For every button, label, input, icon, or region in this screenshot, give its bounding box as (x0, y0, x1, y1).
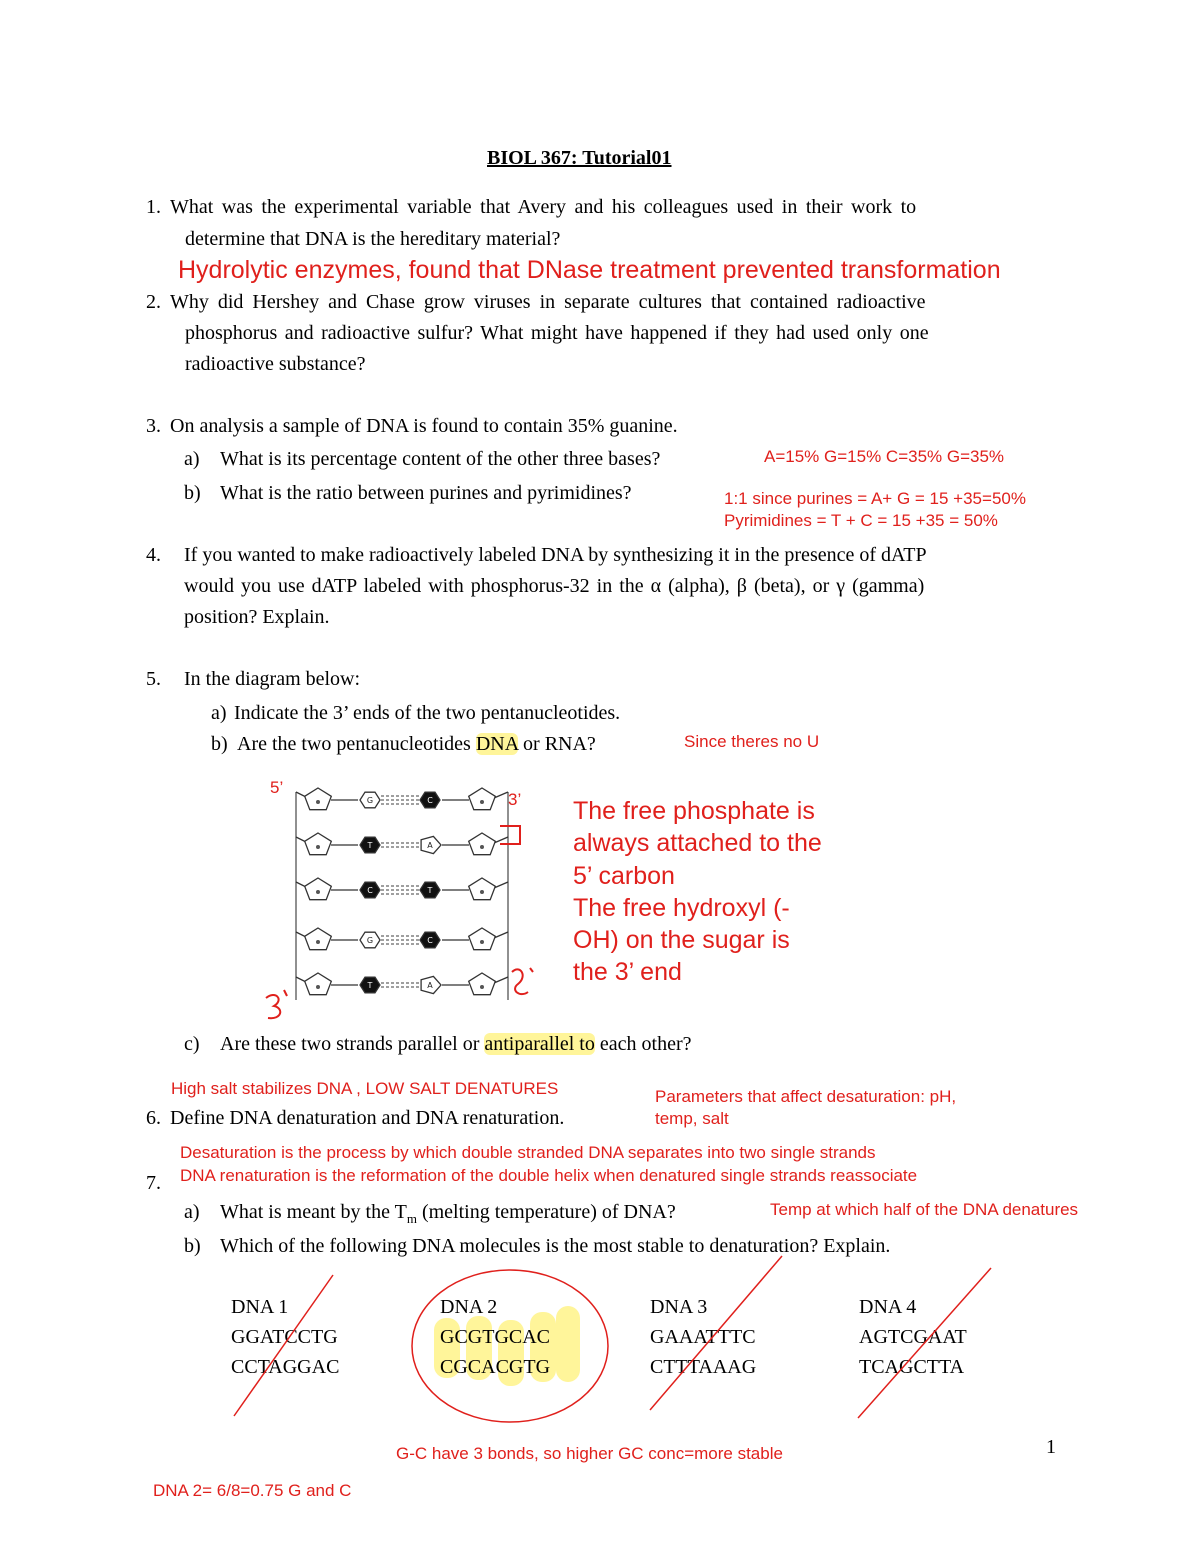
label-5-prime-top: 5’ (270, 778, 284, 797)
q2-line2: phosphorus and radioactive sulfur? What might have happened if they had used only one (185, 322, 929, 344)
q6-number: 6. (146, 1107, 161, 1129)
q5b-post: or RNA? (518, 733, 596, 755)
diagram-note-line: 5’ carbon (573, 861, 675, 890)
dna-strand-1: AGTCGAAT (859, 1326, 967, 1348)
q1-line2: determine that DNA is the hereditary material? (185, 228, 561, 250)
q3-number: 3. (146, 415, 161, 437)
q3b-answer-line2: Pyrimidines = T + C = 15 +35 = 50% (724, 511, 998, 530)
cross-out-dna4 (858, 1268, 991, 1418)
diagram-note-line: always attached to the (573, 829, 822, 858)
cross-out-dna1 (234, 1275, 333, 1416)
q5a-text: Indicate the 3’ ends of the two pentanucleotides. (234, 702, 621, 724)
q1-answer: Hydrolytic enzymes, found that DNase treatment prevented transformation (178, 256, 1001, 284)
q4-line3: position? Explain. (184, 606, 330, 628)
dna-strand-1: GGATCCTG (231, 1326, 338, 1348)
q3b-label: b) (184, 482, 201, 504)
q1-number: 1. (146, 196, 161, 218)
q7a-label: a) (184, 1201, 200, 1223)
diagram-note-line: The free phosphate is (573, 797, 815, 825)
q4-number: 4. (146, 544, 161, 566)
q7-number: 7. (146, 1172, 161, 1194)
q1-line1: What was the experimental variable that Avery and his colleagues used in their work to (170, 196, 917, 218)
q7a-post: (melting temperature) of DNA? (416, 1201, 676, 1223)
q2-line3: radioactive substance? (185, 353, 366, 375)
q5-stem: In the diagram below: (184, 668, 361, 690)
q3a-text: What is its percentage content of the other three bases? (220, 448, 661, 470)
salt-answer: High salt stabilizes DNA , LOW SALT DENATURES (171, 1079, 559, 1098)
base-letter: T (367, 841, 373, 850)
dna-name: DNA 1 (231, 1296, 289, 1318)
q7b-label: b) (184, 1235, 201, 1257)
q5c-pre: Are these two strands parallel or (220, 1033, 485, 1055)
base-letter: A (427, 981, 433, 990)
page-title: BIOL 367: Tutorial01 (487, 147, 672, 169)
q3b-answer-line1: 1:1 since purines = A+ G = 15 +35=50% (724, 489, 1026, 508)
base-letter: T (427, 886, 433, 895)
base-letter: C (367, 886, 373, 895)
base-letter: T (367, 981, 373, 990)
q4-line2: would you use dATP labeled with phosphorus-32 in the α (alpha), β (beta), or γ (gamma) (184, 575, 925, 597)
desaturation-answer: Desaturation is the process by which double stranded DNA separates into two single strands (180, 1143, 876, 1162)
q4-line1: If you wanted to make radioactively labeled DNA by synthesizing it in the presence of dATP (184, 544, 927, 566)
q3-stem: On analysis a sample of DNA is found to contain 35% guanine. (170, 415, 678, 437)
tm-answer: Temp at which half of the DNA denatures (770, 1200, 1079, 1219)
dna-name: DNA 4 (859, 1296, 917, 1318)
circle-dna2 (412, 1270, 608, 1422)
q5b-highlight: DNA (475, 733, 519, 755)
q5b-label: b) (211, 733, 228, 755)
diagram-note-line: The free hydroxyl (- (573, 893, 790, 922)
dna-name: DNA 2 (440, 1296, 498, 1318)
dna-strand-1: GAAATTTC (650, 1326, 756, 1348)
q7a-sub: m (406, 1211, 417, 1226)
base-letter: G (366, 796, 374, 805)
dna-strand-1: GCGTGCAC (440, 1326, 551, 1348)
dna-strand-2: TCAGCTTA (859, 1356, 965, 1378)
q5c-label: c) (184, 1033, 200, 1055)
cross-out-dna3 (650, 1256, 782, 1410)
base-letter: A (427, 841, 433, 850)
q5c-post: each other? (594, 1033, 692, 1055)
params-answer-line1: Parameters that affect desaturation: pH, (655, 1087, 957, 1106)
diagram-note-line: OH) on the sugar is (573, 926, 790, 955)
q5c-highlight: antiparallel to (484, 1033, 595, 1055)
diagram-note-line: the 3’ end (573, 958, 682, 987)
q3a-answer: A=15% G=15% C=35% G=35% (764, 447, 1005, 466)
base-letter: C (427, 796, 433, 805)
q5-number: 5. (146, 668, 161, 690)
q3a-label: a) (184, 448, 200, 470)
q7a-pre: What is meant by the T (220, 1201, 407, 1223)
renaturation-answer: DNA renaturation is the reformation of the double helix when denatured single strands reassociate (180, 1166, 918, 1185)
q7b-text: Which of the following DNA molecules is the most stable to denaturation? Explain. (220, 1235, 891, 1257)
page-number: 1 (1046, 1436, 1056, 1458)
q2-number: 2. (146, 291, 161, 313)
q5a-label: a) (211, 702, 227, 724)
base-letter: C (427, 936, 433, 945)
params-answer-line2: temp, salt (655, 1109, 729, 1128)
dna-strand-2: CGCACGTG (440, 1356, 551, 1378)
q6-text: Define DNA denaturation and DNA renaturation. (170, 1107, 565, 1129)
q5b-answer: Since theres no U (684, 732, 820, 751)
dna-name: DNA 3 (650, 1296, 708, 1318)
dna-strand-2: CTTTAAAG (650, 1356, 757, 1378)
gc-answer: G-C have 3 bonds, so higher GC conc=more stable (396, 1444, 783, 1463)
q2-line1: Why did Hershey and Chase grow viruses in separate cultures that contained radioactive (170, 291, 926, 313)
q3b-text: What is the ratio between purines and pyrimidines? (220, 482, 632, 504)
base-letter: G (366, 936, 374, 945)
label-3-prime-top: 3’ (508, 790, 522, 809)
ratio-answer: DNA 2= 6/8=0.75 G and C (153, 1481, 352, 1500)
dna-strand-2: CCTAGGAC (231, 1356, 340, 1378)
q5b-pre: Are the two pentanucleotides (237, 733, 476, 755)
